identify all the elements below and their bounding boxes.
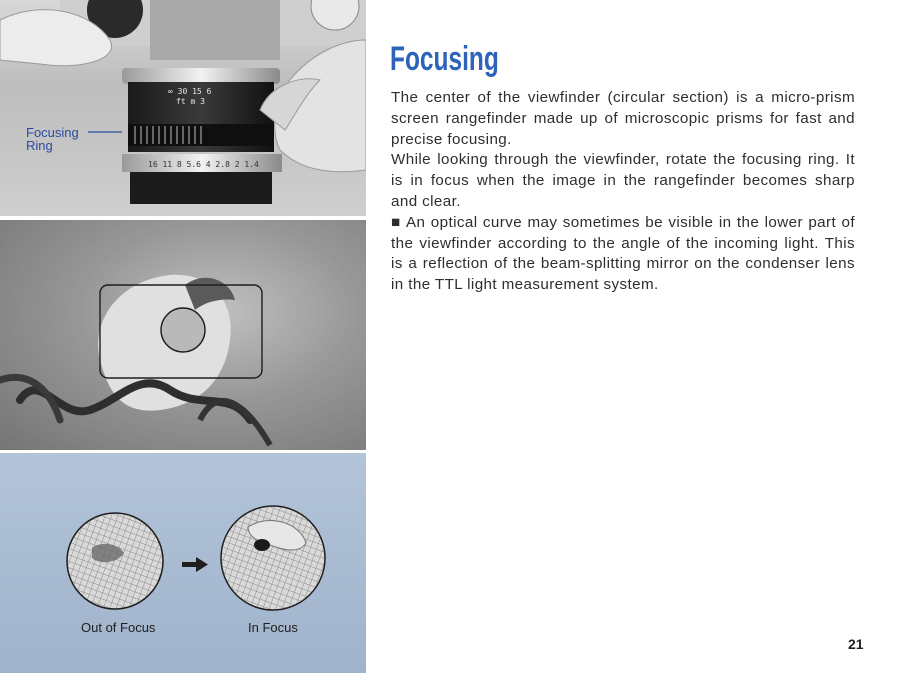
note-bullet: ■ [391, 213, 402, 231]
svg-text:∞ 30 15 6: ∞ 30 15 6 [168, 87, 212, 96]
focus-comparison-drawing [0, 453, 366, 673]
body-text [391, 88, 855, 296]
viewfinder-drawing [0, 220, 366, 450]
out-of-focus-circle [67, 513, 163, 609]
page-title: Focusing [390, 40, 499, 78]
paragraph-micro-prism: The center of the viewfinder (circular section) is a micro-prism screen rangefinder made up of microscopic prisms for fast and precise focusing. [391, 89, 855, 148]
svg-text:16 11 8 5.6 4 2.8 2 1.4: 16 11 8 5.6 4 2.8 2 1.4 [148, 160, 259, 169]
svg-text:ft m 3: ft m 3 [176, 97, 205, 106]
note-optical-curve [391, 213, 855, 296]
camera-lens-drawing [0, 0, 366, 216]
in-focus-caption: In Focus [248, 620, 298, 635]
page-number: 21 [848, 636, 864, 652]
focus-comparison-panel [0, 453, 366, 673]
focusing-ring-callout-text: Focusing Ring [26, 125, 79, 153]
focusing-ring-callout [26, 126, 96, 152]
camera-lens-photo [0, 0, 366, 216]
note-text: An optical curve may sometimes be visible in the lower part of the viewfinder according to the angle of the incoming light. This is a reflection of the beam-splitting mirror on the condenser lens in the TTL light measurement system. [391, 213, 856, 294]
arrow-right-icon [182, 557, 208, 572]
out-of-focus-caption: Out of Focus [81, 620, 156, 635]
paragraph-rotate-ring: While looking through the viewfinder, rotate the focusing ring. It is in focus when the image in the rangefinder becomes sharp and clear. [391, 151, 855, 210]
illustration-column [0, 0, 366, 673]
in-focus-circle [221, 506, 325, 610]
viewfinder-photo [0, 220, 366, 450]
